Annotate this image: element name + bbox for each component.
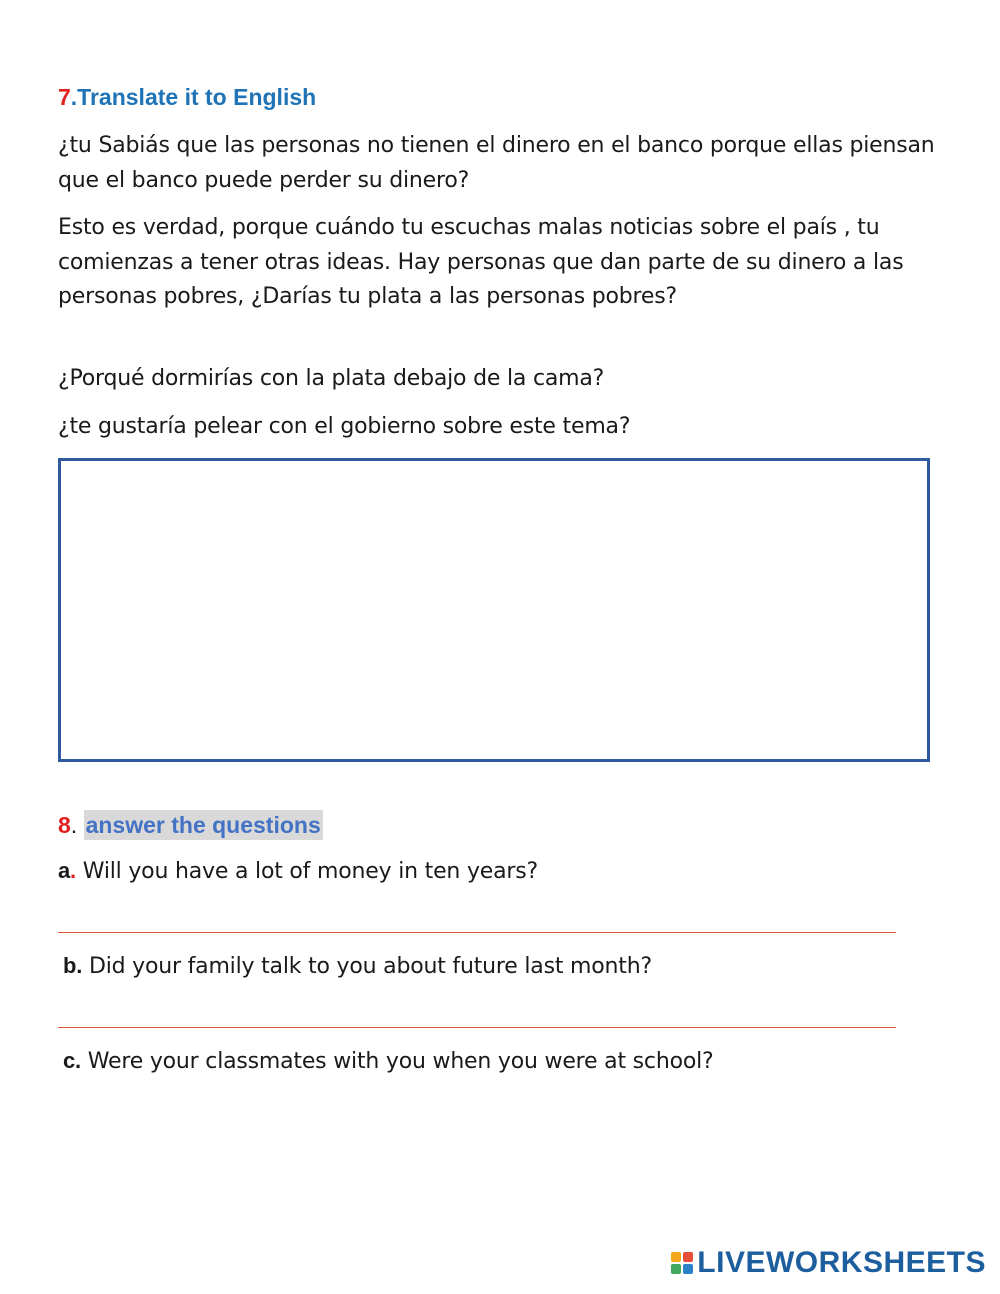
question-b-letter: b. (63, 953, 83, 978)
question-a (58, 858, 538, 884)
logo-text: LIVEWORKSHEETS (697, 1246, 986, 1279)
paragraph-4: ¿te gustaría pelear con el gobierno sobre este tema? (58, 414, 631, 439)
question-a-dot: . (70, 858, 76, 883)
answer-line-a[interactable] (58, 932, 896, 933)
paragraph-1: ¿tu Sabiás que las personas no tienen el dinero en el banco porque ellas piensan que el banco puede perder su dinero? (58, 133, 935, 193)
section-7-heading (58, 84, 316, 111)
question-a-letter: a (58, 858, 71, 883)
logo-square (671, 1252, 681, 1262)
question-b (63, 953, 652, 979)
translation-answer-box[interactable] (58, 458, 930, 762)
logo-square (683, 1252, 693, 1262)
section-8-separator: . (70, 812, 78, 838)
section-7-number: 7 (58, 84, 71, 110)
liveworksheets-logo-icon (671, 1252, 693, 1274)
question-c (63, 1048, 713, 1074)
question-b-text: Did your family talk to you about future last month? (88, 954, 652, 979)
section-8-number: 8 (58, 812, 71, 838)
paragraph-2: Esto es verdad, porque cuándo tu escuchas malas noticias sobre el país , tu comienzas a tener otras ideas. Hay personas que dan parte de su dinero a las personas pobres, ¿Darías tu plata a las personas pobres? (58, 215, 904, 309)
answer-line-b[interactable] (58, 1027, 896, 1028)
paragraph-3: ¿Porqué dormirías con la plata debajo de la cama? (58, 366, 605, 391)
section-8-heading (58, 812, 323, 839)
question-a-text: Will you have a lot of money in ten years? (82, 859, 538, 884)
section-8-title: answer the questions (85, 812, 321, 838)
logo-square (683, 1264, 693, 1274)
liveworksheets-logo[interactable] (671, 1246, 986, 1280)
question-c-letter: c. (63, 1048, 81, 1073)
logo-square (671, 1264, 681, 1274)
question-c-text: Were your classmates with you when you were at school? (87, 1049, 714, 1074)
section-7-title: .Translate it to English (70, 84, 317, 110)
